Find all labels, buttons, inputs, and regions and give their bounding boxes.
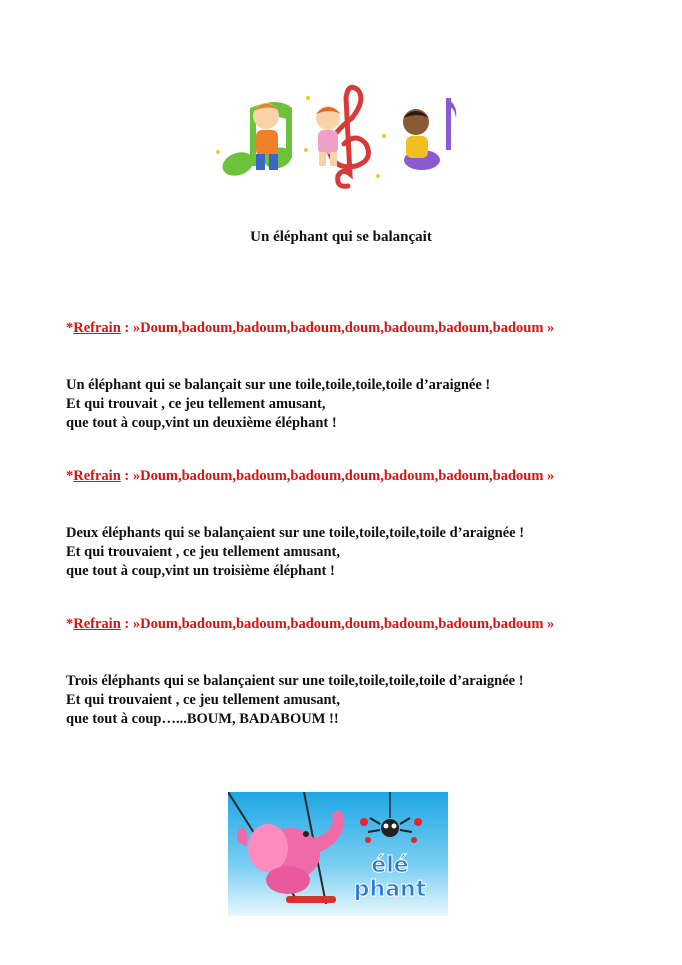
swing-seat <box>286 896 336 903</box>
verse-line: Et qui trouvaient , ce jeu tellement amusant, <box>66 692 340 708</box>
logo-text-line1: élé <box>371 853 409 878</box>
verse-3 <box>66 672 524 729</box>
refrain-line <box>66 467 554 486</box>
verse-line: que tout à coup,vint un troisième éléphant ! <box>66 563 335 579</box>
refrain-marker: * <box>66 468 74 484</box>
verse-line: Trois éléphants qui se balançaient sur une toile,toile,toile,toile d’araignée ! <box>66 673 524 689</box>
verse-1 <box>66 376 490 433</box>
refrain-text: »Doum,badoum,badoum,badoum,doum,badoum,badoum,badoum » <box>132 468 555 484</box>
logo-text-line2: phant <box>353 877 427 902</box>
refrain-line <box>66 319 554 338</box>
refrain-separator: : <box>120 320 133 336</box>
refrain-label: Refrain <box>73 320 121 336</box>
refrain-marker: * <box>66 616 74 632</box>
refrain-label: Refrain <box>73 468 121 484</box>
refrain-line <box>66 615 554 634</box>
refrain-separator: : <box>120 616 133 632</box>
verse-2 <box>66 524 524 581</box>
refrain-separator: : <box>120 468 133 484</box>
refrain-text: »Doum,badoum,badoum,badoum,doum,badoum,badoum,badoum » <box>132 616 555 632</box>
verse-line: Et qui trouvait , ce jeu tellement amusant, <box>66 396 326 412</box>
page-title: Un éléphant qui se balançait <box>250 229 432 245</box>
verse-line: Un éléphant qui se balançait sur une toile,toile,toile,toile d’araignée ! <box>66 377 491 393</box>
elephant-swing-illustration <box>228 792 448 916</box>
refrain-marker: * <box>66 320 74 336</box>
child-middle-icon <box>316 106 341 166</box>
verse-line: que tout à coup…...BOUM, BADABOUM !! <box>66 711 339 727</box>
verse-line: Et qui trouvaient , ce jeu tellement amusant, <box>66 544 340 560</box>
child-right-icon <box>403 109 429 158</box>
verse-line: Deux éléphants qui se balançaient sur une toile,toile,toile,toile d’araignée ! <box>66 525 525 541</box>
refrain-label: Refrain <box>73 616 121 632</box>
music-kids-illustration <box>208 78 468 190</box>
verse-line: que tout à coup,vint un deuxième éléphant ! <box>66 415 337 431</box>
refrain-text: »Doum,badoum,badoum,badoum,doum,badoum,badoum,badoum » <box>132 320 555 336</box>
